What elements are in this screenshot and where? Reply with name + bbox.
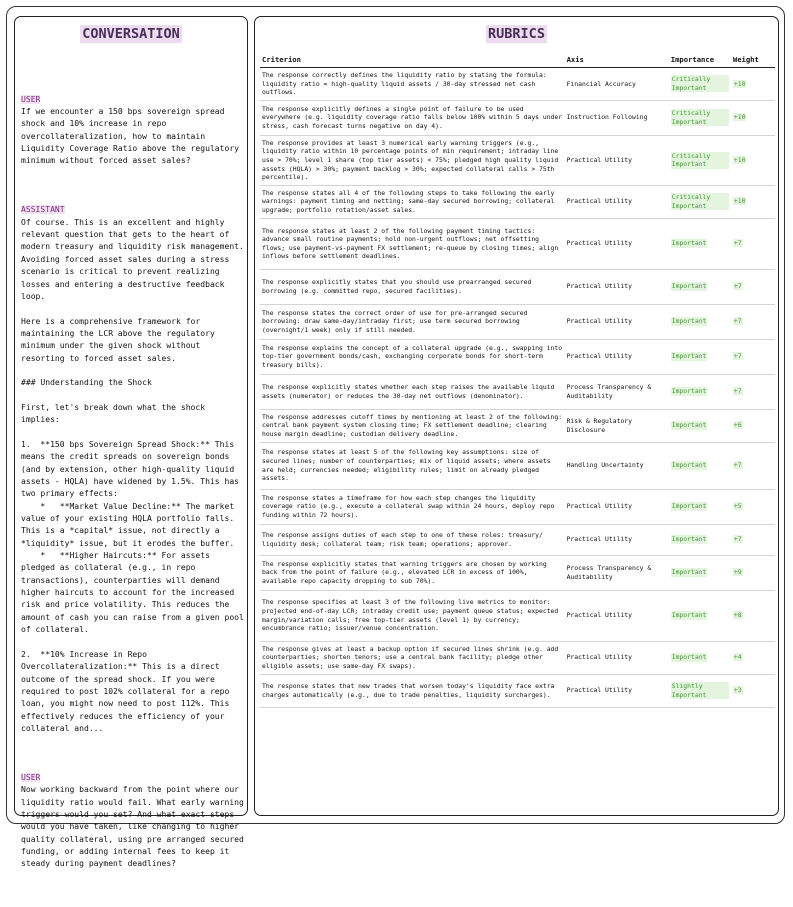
axis-cell — [565, 218, 669, 269]
importance-badge: Important — [671, 239, 707, 248]
criterion-text: The response assigns duties of each step to one of these roles: treasury/ liquidity desk; collateral team; risk team; operations; approver. — [262, 530, 543, 548]
importance-badge: Critically Important — [671, 109, 729, 126]
header-importance: Importance — [669, 51, 731, 68]
axis-cell — [565, 590, 669, 641]
criterion-text: The response explains the concept of a collateral upgrade (e.g., swapping into top-tier government bonds/cash, exchanging corporate bonds for short-term treasury bills). — [262, 343, 563, 370]
weight-value: +10 — [733, 113, 746, 122]
importance-cell — [669, 269, 731, 304]
table-row — [260, 409, 775, 442]
rubrics-title: RUBRICS — [488, 26, 545, 42]
criterion-cell — [260, 489, 565, 524]
weight-value: +8 — [733, 611, 742, 620]
table-row — [260, 590, 775, 641]
criterion-cell — [260, 641, 565, 674]
weight-value: +6 — [733, 421, 742, 430]
axis-cell — [565, 641, 669, 674]
weight-value: +7 — [733, 535, 742, 544]
axis-text: Process Transparency & Auditability — [566, 383, 652, 400]
importance-cell — [669, 68, 731, 101]
criterion-text: The response correctly defines the liquidity ratio by stating the formula: liquidity ratio = high-quality liquid assets / 30-day stressed net cash outflows. — [262, 71, 547, 97]
weight-cell — [731, 269, 775, 304]
table-row — [260, 641, 775, 674]
conversation-title: CONVERSATION — [82, 26, 180, 42]
importance-badge: Critically Important — [671, 193, 729, 210]
table-row — [260, 339, 775, 374]
axis-cell — [565, 442, 669, 489]
importance-badge: Important — [671, 461, 707, 470]
criterion-text: The response addresses cutoff times by mentioning at least 2 of the following: central bank payment system closing time; FX settlement deadline; clearing house margin deadline; custodian delivery deadline. — [262, 412, 563, 438]
weight-cell — [731, 100, 775, 135]
axis-text: Risk & Regulatory Disclosure — [566, 417, 632, 434]
axis-text: Practical Utility — [566, 502, 632, 511]
axis-cell — [565, 489, 669, 524]
table-row — [260, 218, 775, 269]
importance-cell — [669, 442, 731, 489]
axis-cell — [565, 185, 669, 218]
axis-cell — [565, 374, 669, 409]
weight-cell — [731, 590, 775, 641]
importance-badge: Important — [671, 568, 707, 577]
criterion-text: The response explicitly states whether each step raises the available liquid assets (numerator) or reduces the 30-day net outflows (denominator). — [262, 383, 555, 400]
table-header-row — [260, 51, 775, 68]
axis-cell — [565, 674, 669, 707]
criterion-cell — [260, 555, 565, 590]
criterion-text: The response states that new trades that worsen today's liquidity face extra charges automatically (e.g., due to trade penalties, liquidity surcharges). — [262, 681, 555, 699]
message-text: If we encounter a 150 bps sovereign spread shock and 10% increase in repo overcollateralization, how to maintain Liquidity Coverage Ratio above the regulatory minimum without forced asset sales? — [21, 107, 244, 166]
message — [21, 94, 247, 168]
axis-text: Handling Uncertainty — [566, 461, 644, 470]
axis-cell — [565, 339, 669, 374]
weight-value: +9 — [733, 568, 742, 577]
message-role: USER — [21, 772, 41, 782]
table-row — [260, 442, 775, 489]
weight-value: +7 — [733, 282, 742, 291]
importance-badge: Important — [671, 535, 707, 544]
criterion-cell — [260, 409, 565, 442]
axis-text: Instruction Following — [566, 113, 648, 122]
importance-cell — [669, 218, 731, 269]
message-role: ASSISTANT — [21, 205, 65, 215]
importance-cell — [669, 135, 731, 185]
axis-cell — [565, 269, 669, 304]
criterion-text: The response states the correct order of use for pre-arranged secured borrowing: draw same-day/intraday first; use term secured borrowing (overnight/1 week) only if still needed. — [262, 308, 528, 335]
rubrics-table — [260, 51, 775, 708]
criterion-cell — [260, 304, 565, 339]
rubrics-panel — [254, 16, 779, 816]
weight-value: +10 — [733, 79, 746, 88]
table-row — [260, 100, 775, 135]
weight-value: +7 — [733, 387, 742, 396]
table-row — [260, 269, 775, 304]
weight-value: +4 — [733, 653, 742, 662]
criterion-cell — [260, 68, 565, 101]
axis-cell — [565, 555, 669, 590]
criterion-cell — [260, 674, 565, 707]
table-row — [260, 135, 775, 185]
criterion-text: The response explicitly states that warning triggers are chosen by working back from the point of failure (e.g., elevated LCR in excess of 100%, available repo capacity dropping to sub 70%). — [262, 559, 547, 585]
criterion-text: The response states at least 5 of the following key assumptions: size of secured lines; number of counterparties; mix of liquid assets; where assets are held; currencies needed; eligibility rules; limit on already pledged assets. — [262, 448, 551, 483]
criterion-cell — [260, 100, 565, 135]
importance-cell — [669, 590, 731, 641]
criterion-text: The response specifies at least 3 of the following live metrics to monitor: projected end-of-day LCR; intraday credit use; payment queue status; expected margin/variation calls; free top-tier assets (level 1) by currency; encumbrance ratio; issuer/venue concentration. — [262, 598, 559, 633]
table-row — [260, 68, 775, 101]
criterion-cell — [260, 269, 565, 304]
weight-value: +7 — [733, 461, 742, 470]
weight-value: +10 — [733, 155, 746, 164]
axis-text: Process Transparency & Auditability — [566, 563, 652, 581]
weight-cell — [731, 135, 775, 185]
conversation-body[interactable] — [21, 69, 249, 869]
importance-badge: Important — [671, 352, 707, 361]
axis-text: Practical Utility — [566, 282, 632, 291]
header-criterion: Criterion — [260, 51, 565, 68]
weight-cell — [731, 374, 775, 409]
importance-badge: Important — [671, 611, 707, 620]
importance-badge: Important — [671, 653, 707, 662]
weight-cell — [731, 409, 775, 442]
table-row — [260, 489, 775, 524]
criterion-text: The response provides at least 3 numerical early warning triggers (e.g., liquidity ratio within 10 percentage points of min requirement; intraday line use > 70%; level 1 share (top tier assets) < 75%; pledged high quality liquid assets (HQLA) > 30%; payment backlog > 30%; expected collateral calls > 75th percentile). — [262, 138, 559, 182]
header-axis: Axis — [565, 51, 669, 68]
criterion-cell — [260, 524, 565, 555]
axis-cell — [565, 68, 669, 101]
criterion-text: The response gives at least a backup option if secured lines shrink (e.g. add counterparties; shorten tenors; use a central bank facility; pledge other eligible assets; use same-day FX swaps). — [262, 644, 559, 670]
criterion-cell — [260, 374, 565, 409]
weight-cell — [731, 339, 775, 374]
importance-cell — [669, 185, 731, 218]
conversation-panel — [14, 16, 249, 869]
table-row — [260, 524, 775, 555]
weight-value: +7 — [733, 239, 742, 248]
axis-text: Practical Utility — [566, 611, 632, 620]
weight-cell — [731, 442, 775, 489]
criterion-text: The response states a timeframe for how each step changes the liquidity coverage ratio (e.g., execute a collateral swap within 24 hours, deploy repo funding within 72 hours). — [262, 493, 555, 519]
criterion-cell — [260, 185, 565, 218]
weight-value: +10 — [733, 197, 746, 206]
criterion-text: The response states all 4 of the following steps to take following the early warnings: payment timing and netting; same-day secured borrowing; collateral upgrade; portfolio rotation/asset sales. — [262, 188, 555, 215]
axis-cell — [565, 135, 669, 185]
axis-text: Practical Utility — [566, 155, 632, 164]
axis-cell — [565, 409, 669, 442]
weight-cell — [731, 674, 775, 707]
importance-cell — [669, 374, 731, 409]
message-text: Now working backward from the point where our liquidity ratio would fail. What early warning triggers would you set? And what exact steps would you have taken, like changing to higher quality collateral, using pre arranged secured funding, or adding internal fees to keep it steady during payment deadlines? — [21, 785, 249, 869]
axis-text: Practical Utility — [566, 686, 632, 695]
importance-cell — [669, 339, 731, 374]
axis-text: Practical Utility — [566, 653, 632, 662]
importance-badge: Important — [671, 502, 707, 511]
weight-cell — [731, 641, 775, 674]
criterion-cell — [260, 218, 565, 269]
weight-value: +7 — [733, 317, 742, 326]
importance-cell — [669, 409, 731, 442]
weight-cell — [731, 68, 775, 101]
criterion-text: The response explicitly defines a single point of failure to be used everywhere (e.g. liquidity coverage ratio falls below 100% within 5 days under stress, cash forecast turns negative on day 4). — [262, 104, 563, 131]
importance-cell — [669, 674, 731, 707]
axis-text: Practical Utility — [566, 317, 632, 326]
importance-cell — [669, 489, 731, 524]
table-row — [260, 374, 775, 409]
criterion-cell — [260, 339, 565, 374]
table-row — [260, 304, 775, 339]
table-row — [260, 555, 775, 590]
axis-text: Practical Utility — [566, 239, 632, 248]
axis-cell — [565, 524, 669, 555]
message-text: Of course. This is an excellent and highly relevant question that gets to the heart of modern treasury and liquidity risk management. Avoiding forced asset sales during a stress scenario is critical to prevent realizing losses and entering a destructive feedback loop. Here is a comprehensive framework for maintaining the LCR above the regulatory minimum under the given shock without resorting to forced asset sales. ### Understanding the Shock First, let's break down what the shock implies: 1. **150 bps Sovereign Spread Shock:** This means the credit spreads on sovereign bonds (and by extension, other high-quality liquid assets - HQLA) have widened by 1.5%. This has two primary effects: * **Market Value Decline:** The market value of your existing HQLA portfolio falls. This is a *capital* issue, not directly a *liquidity* issue, but it erodes the buffer. * **Higher Haircuts:** For assets pledged as collateral (e.g., in repo transactions), counterparties will demand higher haircuts to account for the increased risk and price volatility. This reduces the amount of cash you can raise from a given pool of collateral. 2. **10% Increase in Repo Overcollateralization:** This is a direct outcome of the spread shock. If you were required to post 102% collateral for a repo loan, you might now need to post 112%. This effectively reduces the efficiency of your collateral and... — [21, 217, 244, 733]
importance-badge: Critically Important — [671, 75, 729, 92]
header-weight: Weight — [731, 51, 775, 68]
message — [21, 772, 247, 871]
weight-cell — [731, 218, 775, 269]
importance-badge: Important — [671, 421, 707, 430]
weight-cell — [731, 489, 775, 524]
message-role: USER — [21, 94, 41, 104]
weight-cell — [731, 555, 775, 590]
message — [21, 204, 247, 735]
weight-value: +5 — [733, 502, 742, 511]
criterion-cell — [260, 442, 565, 489]
importance-badge: Important — [671, 387, 707, 396]
importance-cell — [669, 555, 731, 590]
importance-cell — [669, 304, 731, 339]
axis-text: Practical Utility — [566, 535, 632, 544]
importance-badge: Critically Important — [671, 152, 729, 169]
axis-text: Practical Utility — [566, 197, 632, 206]
importance-badge: Important — [671, 282, 707, 291]
table-row — [260, 674, 775, 707]
importance-cell — [669, 641, 731, 674]
importance-badge: Slightly Important — [671, 682, 729, 699]
weight-cell — [731, 304, 775, 339]
criterion-cell — [260, 590, 565, 641]
axis-cell — [565, 304, 669, 339]
importance-cell — [669, 100, 731, 135]
weight-value: +3 — [733, 686, 742, 695]
table-row — [260, 185, 775, 218]
criterion-text: The response states at least 2 of the following payment timing tactics: advance small routine payments; hold non-urgent outflows; net offsetting flows; use payment-vs-payment FX settlement; re-queue by closing times; align inflows before settlement deadlines. — [262, 226, 559, 261]
axis-cell — [565, 100, 669, 135]
axis-text: Financial Accuracy — [566, 79, 636, 88]
weight-value: +7 — [733, 352, 742, 361]
weight-cell — [731, 524, 775, 555]
importance-badge: Important — [671, 317, 707, 326]
criterion-text: The response explicitly states that you should use prearranged secured borrowing (e.g. committed repo, secured facilities). — [262, 278, 532, 295]
axis-text: Practical Utility — [566, 352, 632, 361]
weight-cell — [731, 185, 775, 218]
criterion-cell — [260, 135, 565, 185]
importance-cell — [669, 524, 731, 555]
